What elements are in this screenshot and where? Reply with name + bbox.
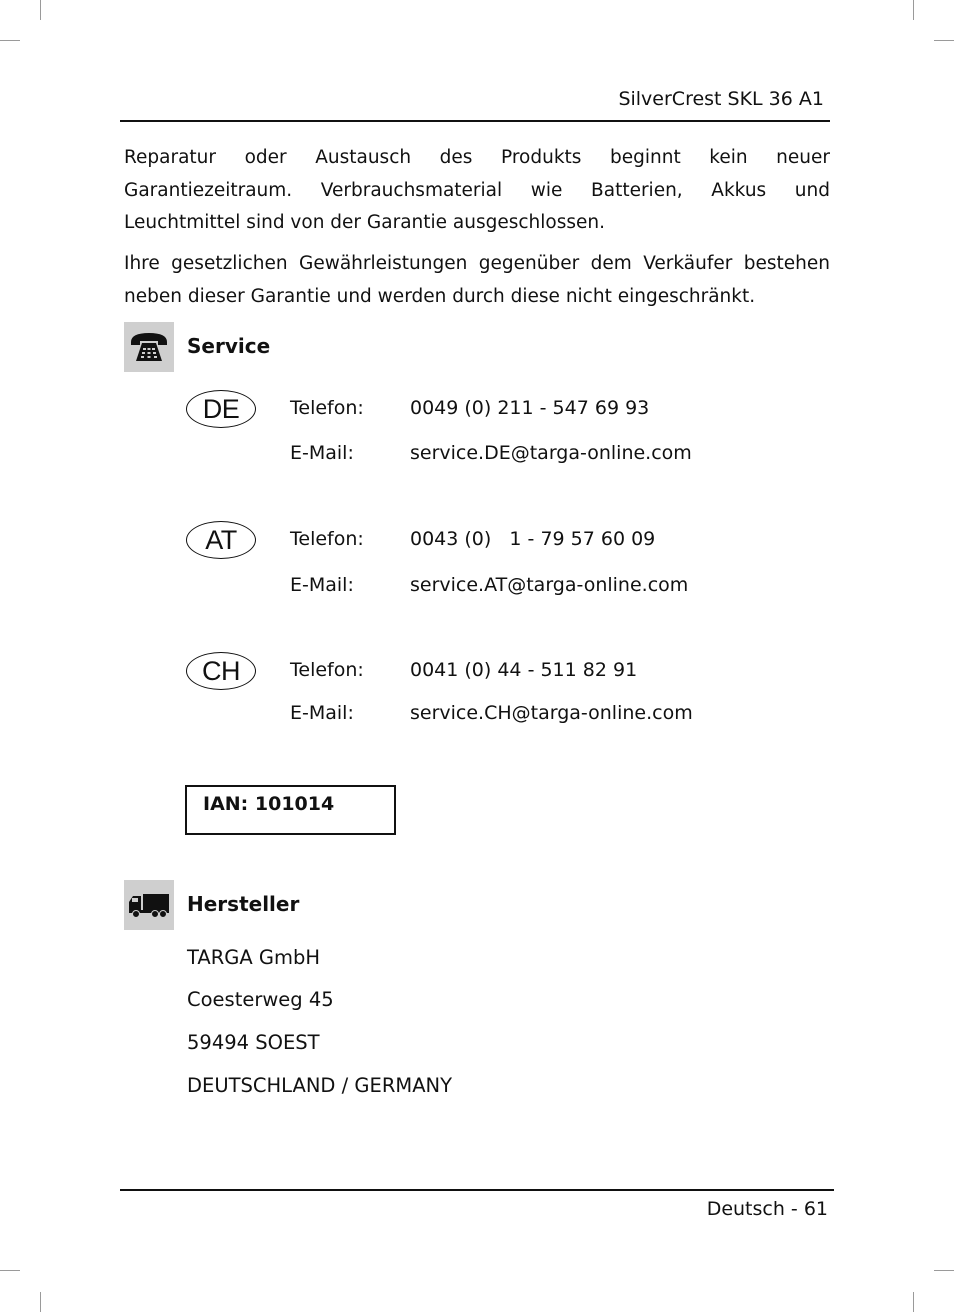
crop-mark [0, 40, 20, 41]
telephone-icon [124, 322, 174, 372]
page-header-title: SilverCrest SKL 36 A1 [618, 88, 824, 110]
warranty-paragraph: Ihre gesetzlichen Gewährleistungen gegenüber dem Verkäufer bestehen neben dieser Garantie und werden durch diese nicht eingeschränkt. [124, 253, 830, 307]
email-de: service.DE@targa-online.com [410, 442, 692, 464]
email-at: service.AT@targa-online.com [410, 574, 689, 596]
warranty-paragraph: Reparatur oder Austausch des Produkts beginnt kein neuer Garantiezeitraum. Verbrauchsmaterial wie Batterien, Akkus und Leuchtmittel sind von der Garantie ausgeschlossen. [124, 147, 830, 233]
phone-label: Telefon: [290, 659, 364, 681]
country-badge-de: DE [186, 390, 256, 428]
ian-number: IAN: 101014 [203, 793, 335, 815]
crop-mark [934, 40, 954, 41]
crop-mark [913, 1292, 914, 1312]
crop-mark [0, 1270, 20, 1271]
header-rule [120, 120, 830, 122]
phone-number-de: 0049 (0) 211 - 547 69 93 [410, 397, 650, 419]
service-heading: Service [187, 334, 271, 358]
email-label: E-Mail: [290, 702, 354, 724]
crop-mark [40, 1292, 41, 1312]
email-label: E-Mail: [290, 442, 354, 464]
phone-number-ch: 0041 (0) 44 - 511 82 91 [410, 659, 638, 681]
address-line: TARGA GmbH [187, 946, 321, 969]
email-ch: service.CH@targa-online.com [410, 702, 693, 724]
address-line: DEUTSCHLAND / GERMANY [187, 1074, 453, 1097]
phone-label: Telefon: [290, 397, 364, 419]
country-badge-ch: CH [186, 652, 256, 690]
manufacturer-heading: Hersteller [187, 892, 300, 916]
country-badge-at: AT [186, 521, 256, 559]
address-line: Coesterweg 45 [187, 988, 334, 1011]
crop-mark [934, 1270, 954, 1271]
page-number: Deutsch - 61 [706, 1198, 828, 1220]
phone-label: Telefon: [290, 528, 364, 550]
email-label: E-Mail: [290, 574, 354, 596]
crop-mark [40, 0, 41, 20]
footer-rule [120, 1189, 834, 1191]
address-line: 59494 SOEST [187, 1031, 320, 1054]
crop-mark [913, 0, 914, 20]
truck-icon [124, 880, 174, 930]
ian-box [185, 785, 396, 835]
phone-number-at: 0043 (0) 1 - 79 57 60 09 [410, 528, 656, 550]
